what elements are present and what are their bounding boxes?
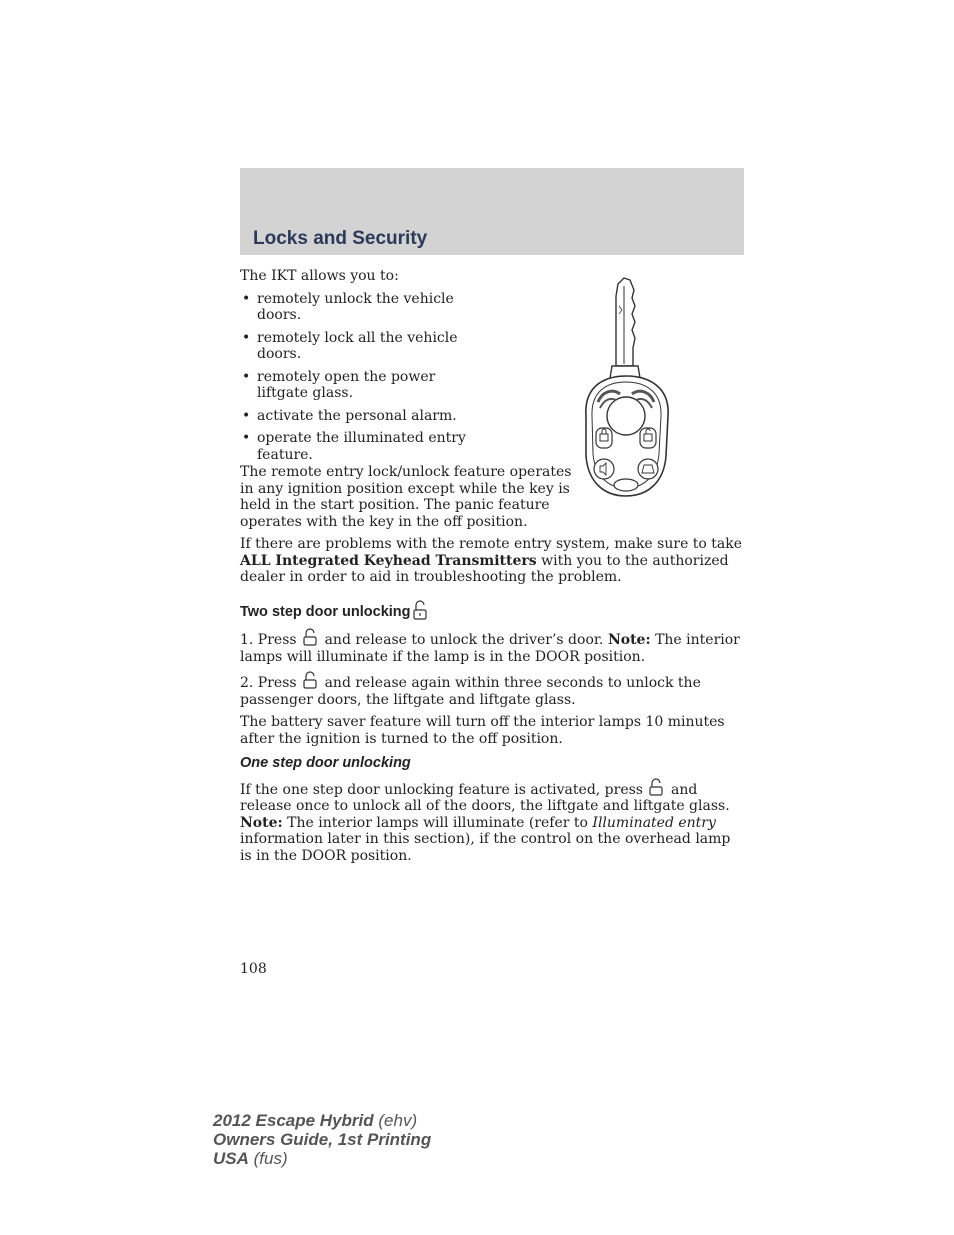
footer-line <box>213 1149 431 1168</box>
lock-unlock-paragraph: The remote entry lock/unlock feature operates in any ignition position except while the key is held in the start position. The panic feature operates with the key in the off position. <box>240 464 572 530</box>
footer-market-code: (fus) <box>248 1149 288 1168</box>
two-step-heading <box>240 600 746 621</box>
one-step-paragraph <box>240 778 746 865</box>
note-label: Note: <box>240 814 283 831</box>
list-item: • activate the personal alarm. <box>240 408 490 425</box>
step-1-note: The interior lamps will illuminate if the lamp is in the DOOR position. <box>240 632 740 665</box>
list-item: • remotely lock all the vehicle doors. <box>240 330 490 363</box>
step-1-paragraph <box>240 628 746 665</box>
key-fob-illustration <box>578 276 674 498</box>
section-header-band <box>240 168 744 255</box>
illuminated-entry-reference: Illuminated entry <box>592 814 716 831</box>
problems-text-after: with you to the authorized dealer in order to aid in troubleshooting the problem. <box>240 552 729 585</box>
unlock-icon <box>412 600 428 620</box>
page-number: 108 <box>240 961 267 977</box>
unlock-icon <box>302 671 318 689</box>
problems-bold-text: ALL Integrated Keyhead Transmitters <box>240 552 537 569</box>
step-2-prefix: 2. Press <box>240 675 297 691</box>
problems-text: If there are problems with the remote entry system, make sure to take <box>240 536 743 552</box>
one-step-prefix: If the one step door unlocking feature is activated, press <box>240 781 643 798</box>
battery-saver-paragraph: The battery saver feature will turn off the interior lamps 10 minutes after the ignition is turned to the off position. <box>240 714 725 747</box>
intro-text: The IKT allows you to: <box>240 268 399 284</box>
unlock-icon <box>302 628 318 646</box>
one-step-heading: One step door unlocking <box>240 755 411 771</box>
one-step-note-after: information later in this section), if the control on the overhead lamp is in the DOOR position. <box>240 831 731 864</box>
document-footer <box>213 1111 431 1168</box>
step-1-text: and release to unlock the driver’s door. <box>324 632 608 648</box>
problems-paragraph <box>240 536 746 586</box>
note-label: Note: <box>607 632 651 648</box>
list-item: • remotely unlock the vehicle doors. <box>240 291 490 324</box>
footer-line <box>213 1111 431 1130</box>
unlock-icon <box>648 778 664 796</box>
list-item: • operate the illuminated entry feature. <box>240 430 490 463</box>
footer-model: 2012 Escape Hybrid <box>213 1111 374 1130</box>
footer-market: USA <box>213 1149 249 1168</box>
one-step-text: and release once to unlock all of the doors, the liftgate and liftgate glass. <box>240 781 730 814</box>
feature-list <box>240 291 490 464</box>
step-1-prefix: 1. Press <box>240 632 297 648</box>
section-title: Locks and Security <box>253 228 428 249</box>
step-2-text: and release again within three seconds to unlock the passenger doors, the liftgate and liftgate glass. <box>240 675 701 708</box>
footer-guide: Owners Guide, 1st Printing <box>213 1130 432 1149</box>
step-2-paragraph <box>240 671 746 708</box>
one-step-note: The interior lamps will illuminate (refer to <box>282 814 593 831</box>
list-item: • remotely open the power liftgate glass. <box>240 369 490 402</box>
two-step-heading-text: Two step door unlocking <box>240 603 411 620</box>
footer-line <box>213 1130 431 1149</box>
footer-model-code: (ehv) <box>373 1111 418 1130</box>
